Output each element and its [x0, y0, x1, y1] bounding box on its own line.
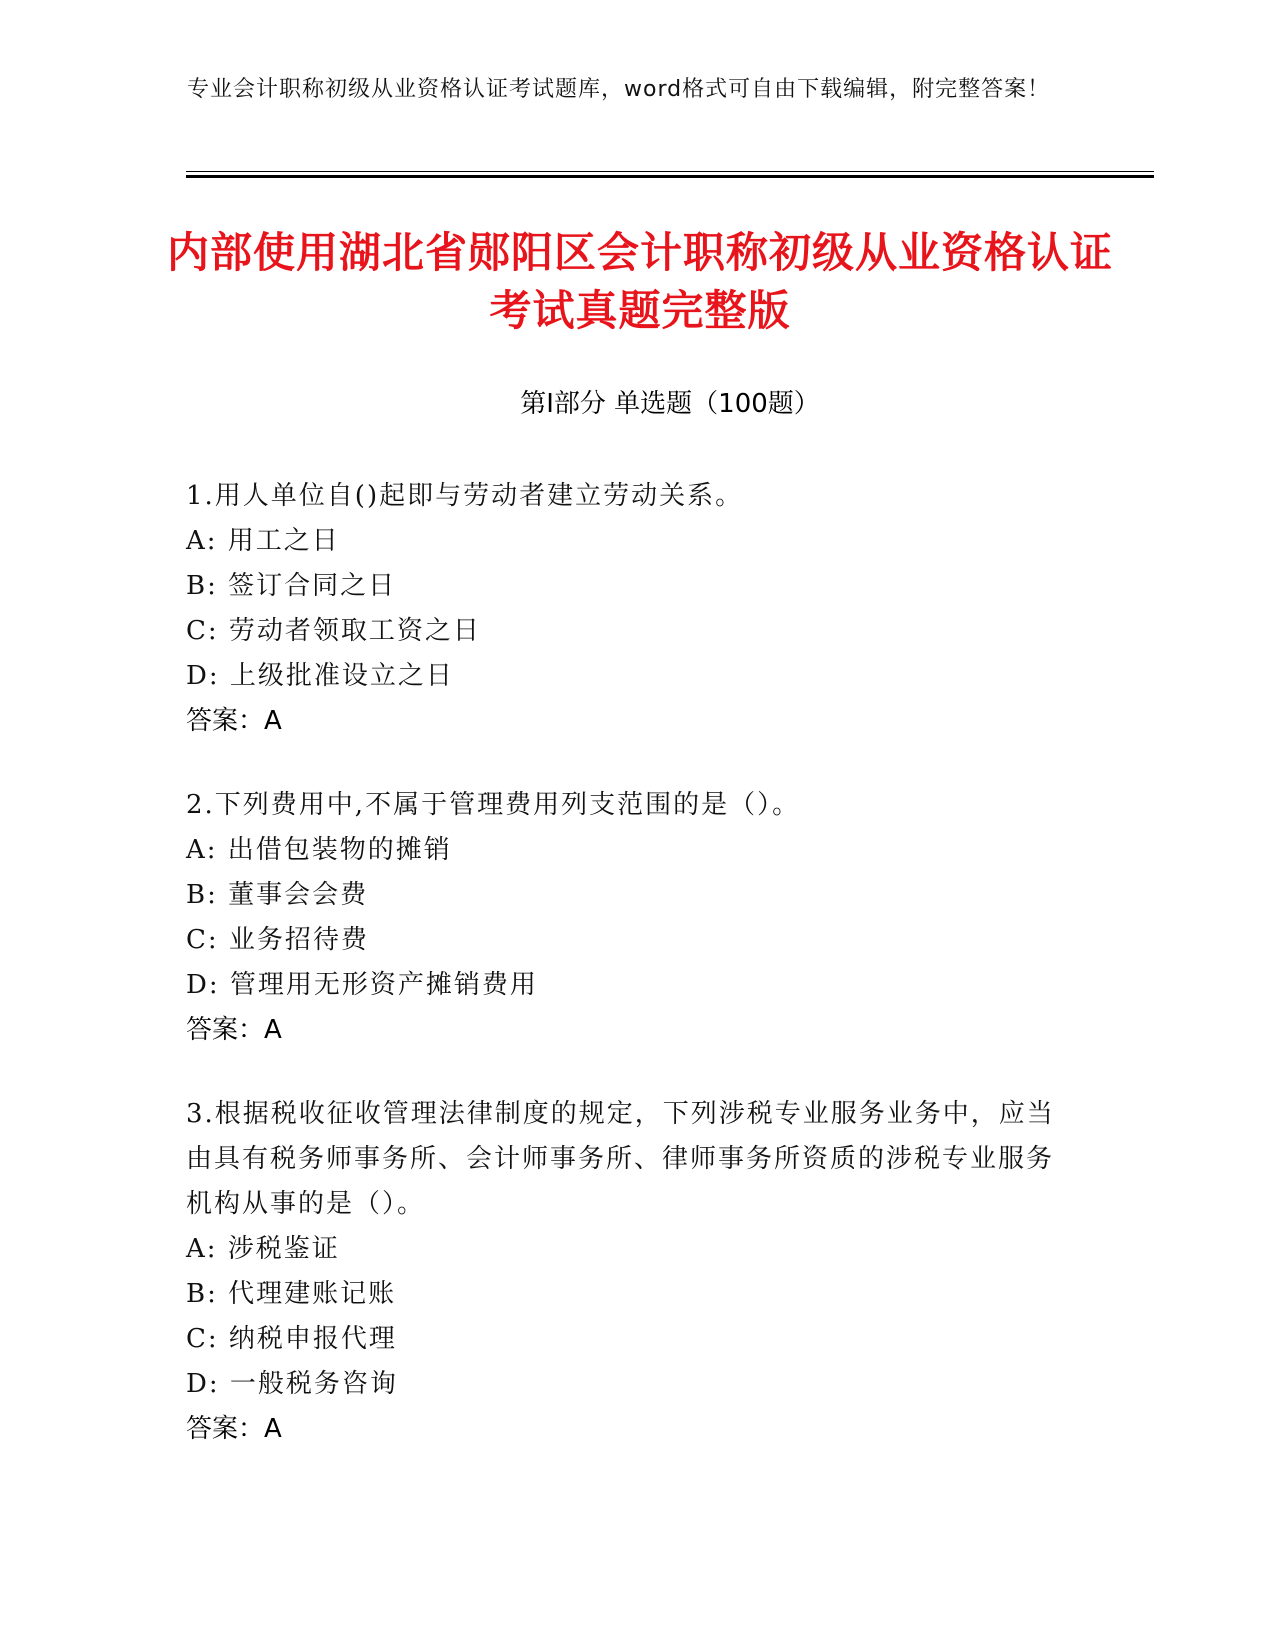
- question-stem: 2.下列费用中,不属于管理费用列支范围的是（）。: [186, 790, 801, 820]
- answer: 答案：A: [186, 706, 282, 736]
- option-d: D: 一般税务咨询: [186, 1369, 398, 1399]
- header-note: 专业会计职称初级从业资格认证考试题库，word格式可自由下载编辑，附完整答案！: [187, 77, 1051, 102]
- option-b: B: 代理建账记账: [186, 1279, 397, 1309]
- answer: 答案：A: [186, 1015, 282, 1045]
- header-divider-thick: [186, 175, 1154, 178]
- answer: 答案：A: [186, 1414, 282, 1444]
- option-b: B: 签订合同之日: [186, 571, 397, 601]
- option-a: A: 用工之日: [186, 526, 340, 556]
- option-c: C: 劳动者领取工资之日: [186, 616, 481, 646]
- option-b: B: 董事会会费: [186, 880, 369, 910]
- option-c: C: 纳税申报代理: [186, 1324, 397, 1354]
- question-1: [186, 474, 1066, 744]
- option-a: A: 出借包装物的摊销: [186, 835, 452, 865]
- option-c: C: 业务招待费: [186, 925, 369, 955]
- question-2: [186, 783, 1066, 1053]
- question-stem: 1.用人单位自()起即与劳动者建立劳动关系。: [186, 481, 744, 511]
- question-3: [186, 1092, 1066, 1452]
- section-heading: 第Ⅰ部分 单选题（100题）: [520, 389, 820, 419]
- option-a: A: 涉税鉴证: [186, 1234, 340, 1264]
- header-divider-thin: [186, 171, 1154, 172]
- option-d: D: 上级批准设立之日: [186, 661, 454, 691]
- question-list: [186, 474, 1066, 1491]
- document-title: 内部使用湖北省郧阳区会计职称初级从业资格认证考试真题完整版: [166, 228, 1113, 335]
- question-stem: 3.根据税收征收管理法律制度的规定，下列涉税专业服务业务中，应当由具有税务师事务所、会计师事务所、律师事务所资质的涉税专业服务机构从事的是（）。: [186, 1099, 1055, 1219]
- option-d: D: 管理用无形资产摊销费用: [186, 970, 538, 1000]
